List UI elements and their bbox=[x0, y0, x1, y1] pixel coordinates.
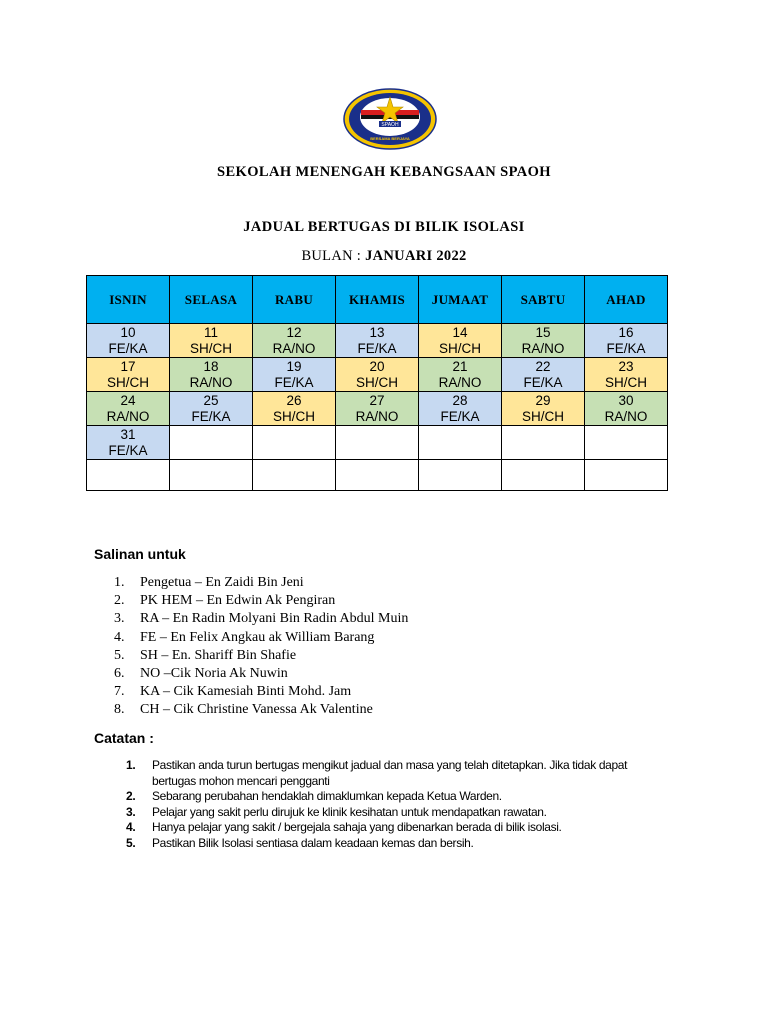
cell-date: 26 bbox=[286, 392, 302, 408]
note-number: 5. bbox=[126, 835, 136, 850]
cell-duty-code: SH/CH bbox=[438, 340, 481, 356]
cell-duty-code: FE/KA bbox=[523, 374, 563, 390]
cell-date: 27 bbox=[369, 392, 385, 408]
logo-motto: BERSAMA BERJAYA bbox=[370, 136, 410, 141]
cell-date: 20 bbox=[369, 358, 385, 374]
recipient-text: CH – Cik Christine Vanessa Ak Valentine bbox=[140, 702, 373, 718]
schedule-cell bbox=[87, 426, 170, 460]
list-item bbox=[94, 701, 408, 719]
empty-cell bbox=[253, 460, 336, 491]
schedule-cell bbox=[253, 324, 336, 358]
schedule-cell bbox=[170, 324, 253, 358]
list-item bbox=[94, 683, 408, 701]
table-row bbox=[87, 460, 668, 491]
table-row bbox=[87, 426, 668, 460]
copies-list bbox=[94, 574, 408, 720]
month-line bbox=[0, 248, 768, 265]
schedule-title: JADUAL BERTUGAS DI BILIK ISOLASI bbox=[243, 219, 525, 235]
cell-date: 16 bbox=[618, 324, 634, 340]
cell-duty-code: SH/CH bbox=[355, 374, 398, 390]
cell-date: 28 bbox=[452, 392, 468, 408]
cell-date: 18 bbox=[203, 358, 219, 374]
cell-duty-code: FE/KA bbox=[274, 374, 314, 390]
table-row bbox=[87, 392, 668, 426]
empty-cell bbox=[336, 460, 419, 491]
list-number: 3. bbox=[114, 611, 125, 627]
cell-duty-code: RA/NO bbox=[189, 374, 233, 390]
cell-duty-code: FE/KA bbox=[108, 442, 148, 458]
cell-date: 25 bbox=[203, 392, 219, 408]
cell-date: 15 bbox=[535, 324, 551, 340]
month-label: BULAN : bbox=[301, 248, 362, 264]
recipient-text: Pengetua – En Zaidi Bin Jeni bbox=[140, 575, 304, 590]
day-header: ISNIN bbox=[87, 276, 170, 324]
cell-duty-code: RA/NO bbox=[272, 340, 316, 356]
cell-duty-code: FE/KA bbox=[440, 408, 480, 424]
list-number: 4. bbox=[114, 629, 125, 645]
cell-date: 17 bbox=[120, 358, 136, 374]
schedule-cell bbox=[419, 324, 502, 358]
cell-duty-code: RA/NO bbox=[521, 340, 565, 356]
cell-duty-code: SH/CH bbox=[106, 374, 149, 390]
day-header: JUMAAT bbox=[419, 276, 502, 324]
cell-date: 30 bbox=[618, 392, 634, 408]
day-header: KHAMIS bbox=[336, 276, 419, 324]
schedule-cell bbox=[585, 324, 668, 358]
table-row bbox=[87, 324, 668, 358]
schedule-cell bbox=[419, 358, 502, 392]
cell-duty-code: SH/CH bbox=[189, 340, 232, 356]
recipient-text: PK HEM – En Edwin Ak Pengiran bbox=[140, 593, 336, 609]
cell-date: 29 bbox=[535, 392, 551, 408]
day-header: AHAD bbox=[585, 276, 668, 324]
empty-cell bbox=[585, 460, 668, 491]
schedule-cell bbox=[419, 392, 502, 426]
schedule-cell bbox=[336, 426, 419, 460]
note-number: 2. bbox=[126, 789, 136, 803]
table-header-row bbox=[87, 276, 668, 324]
cell-date: 12 bbox=[286, 324, 302, 340]
schedule-cell bbox=[502, 358, 585, 392]
schedule-cell bbox=[87, 358, 170, 392]
empty-cell bbox=[170, 460, 253, 491]
schedule-cell bbox=[502, 324, 585, 358]
note-item bbox=[126, 805, 666, 821]
notes-heading: Catatan : bbox=[94, 730, 154, 746]
note-item bbox=[126, 836, 666, 852]
list-item bbox=[94, 610, 408, 628]
notes-list bbox=[126, 758, 666, 851]
table-body bbox=[87, 324, 668, 491]
empty-cell bbox=[419, 460, 502, 491]
schedule-cell bbox=[253, 392, 336, 426]
list-item bbox=[94, 574, 408, 592]
list-item bbox=[94, 647, 408, 665]
cell-duty-code: SH/CH bbox=[521, 408, 564, 424]
cell-date: 13 bbox=[369, 324, 385, 340]
recipient-text: RA – En Radin Molyani Bin Radin Abdul Muin bbox=[140, 611, 409, 627]
school-logo bbox=[343, 88, 437, 150]
note-text: Pelajar yang sakit perlu dirujuk ke klinik kesihatan untuk mendapatkan rawatan. bbox=[152, 804, 547, 819]
logo-text: SPAOH bbox=[381, 122, 399, 128]
cell-duty-code: RA/NO bbox=[106, 408, 150, 424]
note-text: Sebarang perubahan hendaklah dimaklumkan kepada Ketua Warden. bbox=[152, 789, 502, 803]
schedule-cell bbox=[585, 392, 668, 426]
cell-date: 24 bbox=[120, 392, 136, 408]
note-text: Hanya pelajar yang sakit / bergejala sahaja yang dibenarkan berada di bilik isolasi. bbox=[152, 820, 562, 834]
cell-duty-code: SH/CH bbox=[604, 374, 647, 390]
note-item bbox=[126, 820, 666, 836]
recipient-text: SH – En. Shariff Bin Shafie bbox=[140, 647, 297, 663]
note-number: 3. bbox=[126, 804, 136, 819]
copies-heading: Salinan untuk bbox=[94, 546, 186, 562]
list-number: 5. bbox=[114, 647, 125, 663]
cell-date: 10 bbox=[120, 324, 136, 340]
school-name: SEKOLAH MENENGAH KEBANGSAAN SPAOH bbox=[217, 164, 551, 180]
schedule-cell bbox=[502, 426, 585, 460]
cell-date: 11 bbox=[203, 324, 218, 340]
note-number: 1. bbox=[126, 758, 136, 772]
schedule-cell bbox=[170, 392, 253, 426]
cell-duty-code: RA/NO bbox=[604, 408, 648, 424]
cell-duty-code: FE/KA bbox=[108, 340, 148, 356]
table-row bbox=[87, 358, 668, 392]
note-text: Pastikan anda turun bertugas mengikut jadual dan masa yang telah ditetapkan. Jika tidak dapat bertugas mohon mencari pengganti bbox=[152, 758, 628, 788]
cell-duty-code: FE/KA bbox=[606, 340, 646, 356]
schedule-cell bbox=[419, 426, 502, 460]
schedule-cell bbox=[336, 392, 419, 426]
cell-duty-code: RA/NO bbox=[355, 408, 399, 424]
note-item bbox=[126, 758, 666, 789]
cell-date: 31 bbox=[120, 426, 136, 442]
note-text: Pastikan Bilik Isolasi sentiasa dalam keadaan kemas dan bersih. bbox=[152, 835, 474, 850]
schedule-cell bbox=[253, 358, 336, 392]
cell-date: 22 bbox=[535, 358, 551, 374]
list-number: 8. bbox=[114, 702, 125, 718]
day-header: RABU bbox=[253, 276, 336, 324]
empty-cell bbox=[87, 460, 170, 491]
recipient-text: FE – En Felix Angkau ak William Barang bbox=[140, 629, 375, 645]
note-number: 4. bbox=[126, 820, 136, 834]
schedule-cell bbox=[170, 426, 253, 460]
schedule-cell bbox=[585, 426, 668, 460]
schedule-cell bbox=[170, 358, 253, 392]
schedule-cell bbox=[336, 324, 419, 358]
cell-duty-code: FE/KA bbox=[191, 408, 231, 424]
empty-cell bbox=[502, 460, 585, 491]
cell-duty-code: SH/CH bbox=[272, 408, 315, 424]
cell-date: 14 bbox=[452, 324, 468, 340]
cell-date: 19 bbox=[286, 358, 302, 374]
day-header: SELASA bbox=[170, 276, 253, 324]
schedule-cell bbox=[87, 324, 170, 358]
schedule-cell bbox=[253, 426, 336, 460]
duty-schedule-table bbox=[86, 275, 668, 491]
schedule-cell bbox=[87, 392, 170, 426]
schedule-cell bbox=[585, 358, 668, 392]
list-number: 1. bbox=[114, 575, 125, 590]
list-number: 2. bbox=[114, 593, 125, 609]
month-value: JANUARI 2022 bbox=[365, 248, 467, 264]
schedule-cell bbox=[502, 392, 585, 426]
cell-duty-code: RA/NO bbox=[438, 374, 482, 390]
recipient-text: NO –Cik Noria Ak Nuwin bbox=[140, 665, 288, 681]
list-number: 6. bbox=[114, 665, 125, 681]
day-header: SABTU bbox=[502, 276, 585, 324]
schedule-cell bbox=[336, 358, 419, 392]
list-item bbox=[94, 592, 408, 610]
list-item bbox=[94, 665, 408, 683]
note-item bbox=[126, 789, 666, 805]
list-number: 7. bbox=[114, 684, 125, 700]
cell-duty-code: FE/KA bbox=[357, 340, 397, 356]
cell-date: 21 bbox=[452, 358, 468, 374]
list-item bbox=[94, 629, 408, 647]
recipient-text: KA – Cik Kamesiah Binti Mohd. Jam bbox=[140, 684, 352, 700]
cell-date: 23 bbox=[618, 358, 634, 374]
